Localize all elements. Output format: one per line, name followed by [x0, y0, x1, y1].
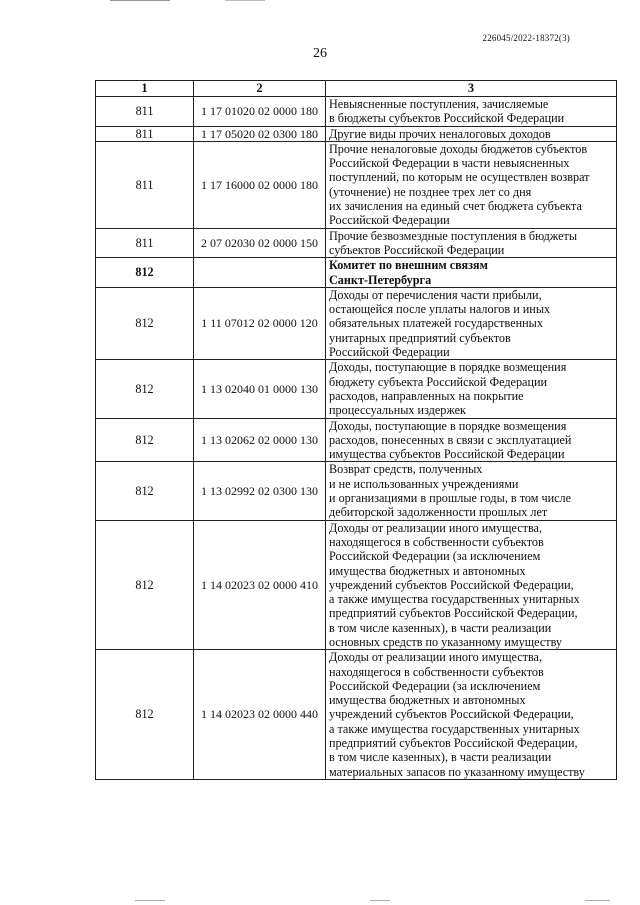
table-row: [96, 258, 617, 288]
top-rule: [110, 0, 170, 1]
bottom-mark: [585, 900, 610, 901]
admin-code-cell: 811: [96, 97, 194, 127]
admin-code-cell: 812: [96, 287, 194, 359]
revenue-name-cell: Другие виды прочих неналоговых доходов: [326, 126, 617, 141]
table-body: [96, 97, 617, 780]
column-header-1: 1: [96, 81, 194, 97]
table-header-row: [96, 81, 617, 97]
table-row: [96, 287, 617, 359]
admin-code-cell: 811: [96, 141, 194, 228]
budget-code-cell: 1 17 16000 02 0000 180: [194, 141, 326, 228]
revenue-name-cell: Доходы, поступающие в порядке возмещения бюджету субъекта Российской Федерации расходов, направленных на покрытие процессуальных издержек: [326, 360, 617, 418]
revenue-name-cell: Прочие неналоговые доходы бюджетов субъектов Российской Федерации в части невыясненных поступлений, по которым не осуществлен возврат (уточнение) не позднее трех лет со дня их зачисления на единый счет бюджета субъекта Российской Федерации: [326, 141, 617, 228]
table-row: [96, 418, 617, 462]
admin-code-cell: 811: [96, 228, 194, 258]
column-header-3: 3: [326, 81, 617, 97]
top-rule-secondary: [225, 0, 265, 1]
table-row: [96, 97, 617, 127]
budget-code-cell: 1 14 02023 02 0000 440: [194, 650, 326, 780]
budget-code-cell: 1 17 01020 02 0000 180: [194, 97, 326, 127]
table-row: [96, 650, 617, 780]
document-number: 226045/2022-18372(3): [482, 33, 570, 43]
page-number: 26: [313, 46, 327, 61]
budget-code-cell: 1 13 02040 01 0000 130: [194, 360, 326, 418]
budget-code-cell: 1 13 02992 02 0300 130: [194, 462, 326, 520]
budget-code-cell: 1 11 07012 02 0000 120: [194, 287, 326, 359]
admin-code-cell: 812: [96, 462, 194, 520]
table-row: [96, 141, 617, 228]
revenue-name-cell: Возврат средств, полученных и не использованных учреждениями и организациями в прошлые годы, в том числе дебиторской задолженности прошлых лет: [326, 462, 617, 520]
table-row: [96, 360, 617, 418]
table-row: [96, 520, 617, 650]
revenue-name-cell: Доходы от реализации иного имущества, находящегося в собственности субъектов Российской Федерации (за исключением имущества бюджетных и автономных учреждений субъектов Российской Федерации, а также имущества государственных унитарных предприятий субъектов Российской Федерации, в том числе казенных), в части реализации основных средств по указанному имуществу: [326, 520, 617, 650]
revenue-name-cell: Прочие безвозмездные поступления в бюджеты субъектов Российской Федерации: [326, 228, 617, 258]
admin-code-cell: 812: [96, 520, 194, 650]
column-header-2: 2: [194, 81, 326, 97]
admin-code-cell: 811: [96, 126, 194, 141]
table-row: [96, 228, 617, 258]
budget-code-cell: 1 14 02023 02 0000 410: [194, 520, 326, 650]
revenue-codes-table: [95, 80, 617, 780]
admin-code-cell: 812: [96, 650, 194, 780]
budget-code-cell: 1 17 05020 02 0300 180: [194, 126, 326, 141]
budget-code-cell: 1 13 02062 02 0000 130: [194, 418, 326, 462]
revenue-name-cell: Доходы от реализации иного имущества, находящегося в собственности субъектов Российской Федерации (за исключением имущества бюджетных и автономных учреждений субъектов Российской Федерации, а также имущества государственных унитарных предприятий субъектов Российской Федерации, в том числе казенных), в части реализации материальных запасов по указанному имуществу: [326, 650, 617, 780]
admin-code-cell: 812: [96, 418, 194, 462]
admin-code-cell: 812: [96, 258, 194, 288]
bottom-mark: [135, 900, 165, 901]
table-row: [96, 462, 617, 520]
revenue-name-cell: Доходы, поступающие в порядке возмещения расходов, понесенных в связи с эксплуатацией имущества субъектов Российской Федерации: [326, 418, 617, 462]
table-row: [96, 126, 617, 141]
admin-code-cell: 812: [96, 360, 194, 418]
bottom-mark: [370, 900, 390, 901]
budget-code-cell: 2 07 02030 02 0000 150: [194, 228, 326, 258]
revenue-name-cell: Доходы от перечисления части прибыли, остающейся после уплаты налогов и иных обязательных платежей государственных унитарных предприятий субъектов Российской Федерации: [326, 287, 617, 359]
budget-code-cell: [194, 258, 326, 288]
revenue-name-cell: Комитет по внешним связям Санкт-Петербурга: [326, 258, 617, 288]
revenue-name-cell: Невыясненные поступления, зачисляемые в бюджеты субъектов Российской Федерации: [326, 97, 617, 127]
